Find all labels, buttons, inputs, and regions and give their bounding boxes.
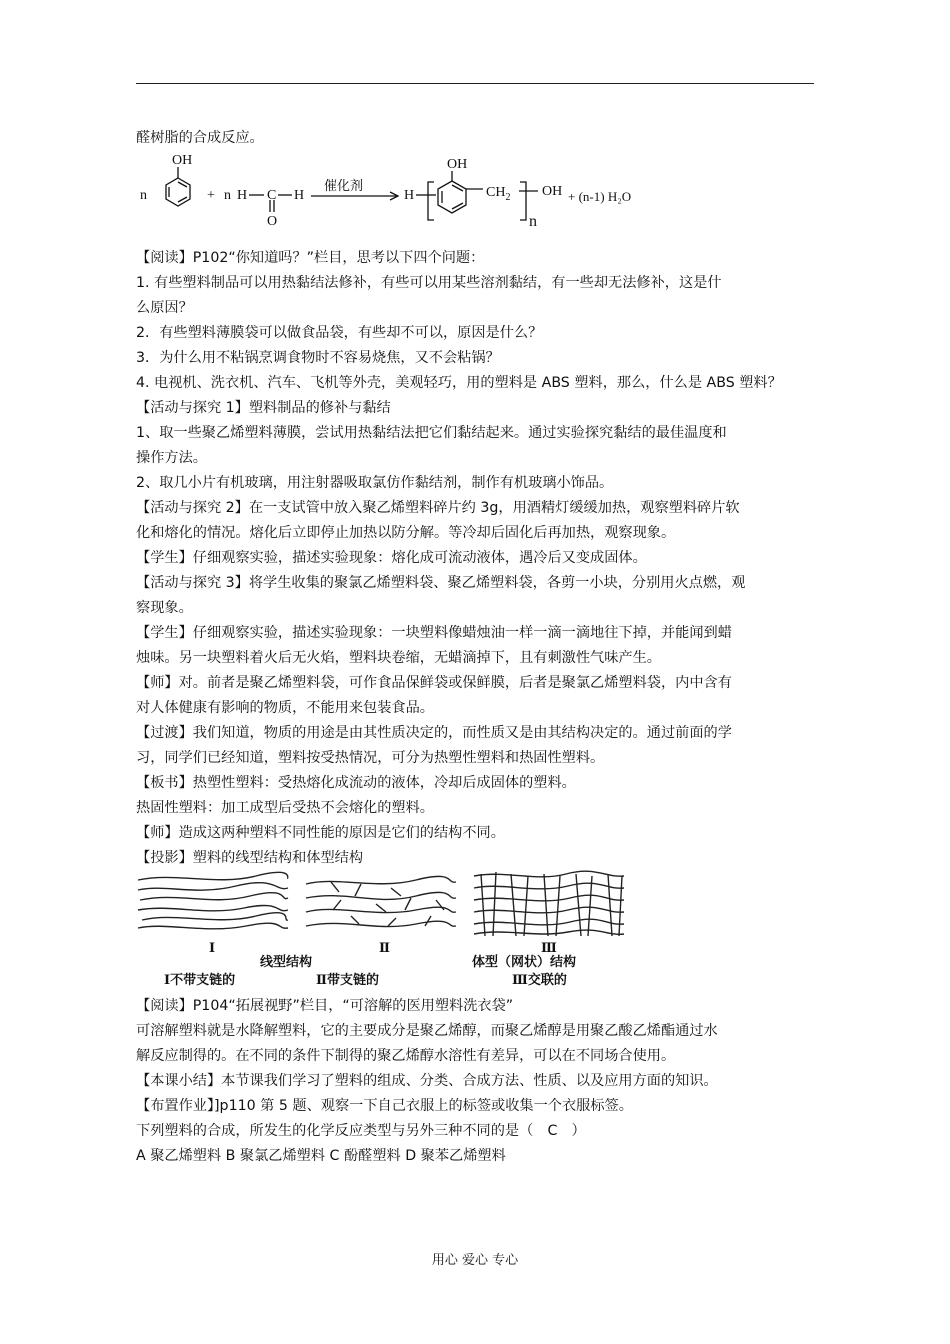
text-line: 【师】造成这两种塑料不同性能的原因是它们的结构不同。	[136, 825, 505, 841]
text-line: A 聚乙烯塑料 B 聚氯乙烯塑料 C 酚醛塑料 D 聚苯乙烯塑料	[136, 1148, 506, 1164]
text-line: 【活动与探究 1】塑料制品的修补与黏结	[136, 400, 391, 416]
text-line: 可溶解塑料就是水降解塑料，它的主要成分是聚乙烯醇，而聚乙烯醇是用聚乙酸乙烯酯通过水	[136, 1023, 718, 1039]
text-line: 【活动与探究 3】将学生收集的聚氯乙烯塑料袋、聚乙烯塑料袋，各剪一小块，分别用火点燃，观	[136, 575, 746, 591]
text-line: 【师】对。前者是聚乙烯塑料袋，可作食品保鲜袋或保鲜膜，后者是聚氯乙烯塑料袋，内中含有	[136, 675, 732, 691]
text-line: 【过渡】我们知道，物质的用途是由其性质决定的，而性质又是由其结构决定的。通过前面的学	[136, 725, 732, 741]
page-footer: 用心 爱心 专心	[431, 1253, 519, 1268]
eq-ch2: $CH_2$	[486, 185, 511, 203]
text-line: 化和熔化的情况。熔化后立即停止加热以防分解。等冷却后固化后再加热，观察现象。	[136, 525, 676, 541]
eq-water: + (n-1) H₂O	[568, 189, 632, 204]
text-line: 对人体健康有影响的物质，不能用来包装食品。	[136, 700, 434, 716]
eq-c: C	[267, 188, 277, 203]
text-line: 1. 有些塑料制品可以用热黏结法修补，有些可以用某些溶剂黏结，有一些却无法修补，这是什	[136, 275, 722, 291]
structure-linear-label: 线型结构	[260, 955, 313, 970]
eq-n2: n	[224, 188, 231, 203]
eq-oh2: OH	[447, 157, 468, 172]
text-line: 【本课小结】本节课我们学习了塑料的组成、分类、合成方法、性质、以及应用方面的知识。	[136, 1073, 718, 1089]
plastic-structure-figure	[136, 870, 636, 990]
text-line: 操作方法。	[136, 450, 207, 466]
text-line: 【板书】热塑性塑料：受热熔化成流动的液体，冷却后成固体的塑料。	[136, 775, 576, 791]
text-line: 醛树脂的合成反应。	[136, 130, 264, 146]
eq-oh-end: OH	[542, 184, 563, 199]
eq-catalyst: 催化剂	[324, 179, 364, 194]
eq-h-left: H	[237, 188, 248, 203]
eq-h-end: H	[404, 188, 415, 203]
text-line: 【阅读】P102“你知道吗？”栏目，思考以下四个问题：	[136, 250, 485, 266]
structure-roman-2: Ⅱ	[379, 941, 390, 956]
structure-caption-2: Ⅱ带支链的	[316, 973, 379, 988]
text-line: 习，同学们已经知道，塑料按受热情况，可分为热塑性塑料和热固性塑料。	[136, 750, 605, 766]
text-line: 察现象。	[136, 600, 193, 616]
text-line: 2．有些塑料薄膜袋可以做食品袋，有些却不可以，原因是什么？	[136, 325, 543, 341]
text-line: 【活动与探究 2】在一支试管中放入聚乙烯塑料碎片约 3g，用酒精灯缓缓加热，观察塑料碎片软	[136, 500, 740, 516]
eq-n-sub: n	[529, 213, 537, 230]
text-line: 烛味。另一块塑料着火后无火焰，塑料块卷缩，无蜡滴掉下，且有刺激性气味产生。	[136, 650, 661, 666]
structure-caption-3: Ⅲ交联的	[512, 973, 567, 988]
text-line: 【阅读】P104“拓展视野”栏目，“可溶解的医用塑料洗衣袋”	[136, 998, 514, 1014]
eq-plus: +	[207, 188, 215, 203]
text-line: 4. 电视机、洗衣机、汽车、飞机等外壳，美观轻巧，用的塑料是 ABS 塑料，那么，什么是 ABS 塑料？	[136, 375, 782, 391]
text-line: 3．为什么用不粘锅烹调食物时不容易烧焦，又不会粘锅？	[136, 350, 500, 366]
eq-h-right: H	[294, 188, 305, 203]
structure-caption-1: Ⅰ不带支链的	[164, 973, 236, 988]
text-line: 2、取几小片有机玻璃，用注射器吸取氯仿作黏结剂，制作有机玻璃小饰品。	[136, 475, 614, 491]
eq-n1: n	[140, 188, 147, 203]
text-line: 解反应制得的。在不同的条件下制得的聚乙烯醇水溶性有差异，可以在不同场合使用。	[136, 1048, 676, 1064]
text-line: 下列塑料的合成，所发生的化学反应类型与另外三种不同的是（ C ）	[136, 1123, 586, 1139]
eq-o: O	[267, 214, 278, 229]
text-line: 【投影】塑料的线型结构和体型结构	[136, 850, 364, 866]
text-line: 【学生】仔细观察实验，描述实验现象：一块塑料像蜡烛油一样一滴一滴地往下掉，并能闻到蜡	[136, 625, 732, 641]
text-line: 1、取一些聚乙烯塑料薄膜，尝试用热黏结法把它们黏结起来。通过实验探究黏结的最佳温度和	[136, 425, 727, 441]
structure-roman-1: Ⅰ	[209, 941, 216, 956]
text-line: 热固性塑料：加工成型后受热不会熔化的塑料。	[136, 800, 434, 816]
structure-body-label: 体型（网状）结构	[472, 955, 577, 970]
structure-roman-3: Ⅲ	[541, 941, 557, 956]
text-line: 么原因？	[136, 300, 193, 316]
phenol-formaldehyde-equation	[136, 150, 696, 230]
text-line: 【布置作业】]p110 第 5 题、观察一下自己衣服上的标签或收集一个衣服标签。	[136, 1098, 633, 1114]
text-line: 【学生】仔细观察实验，描述实验现象：熔化成可流动液体，遇冷后又变成固体。	[136, 550, 647, 566]
eq-oh1: OH	[172, 153, 193, 168]
header-rule	[136, 83, 814, 84]
